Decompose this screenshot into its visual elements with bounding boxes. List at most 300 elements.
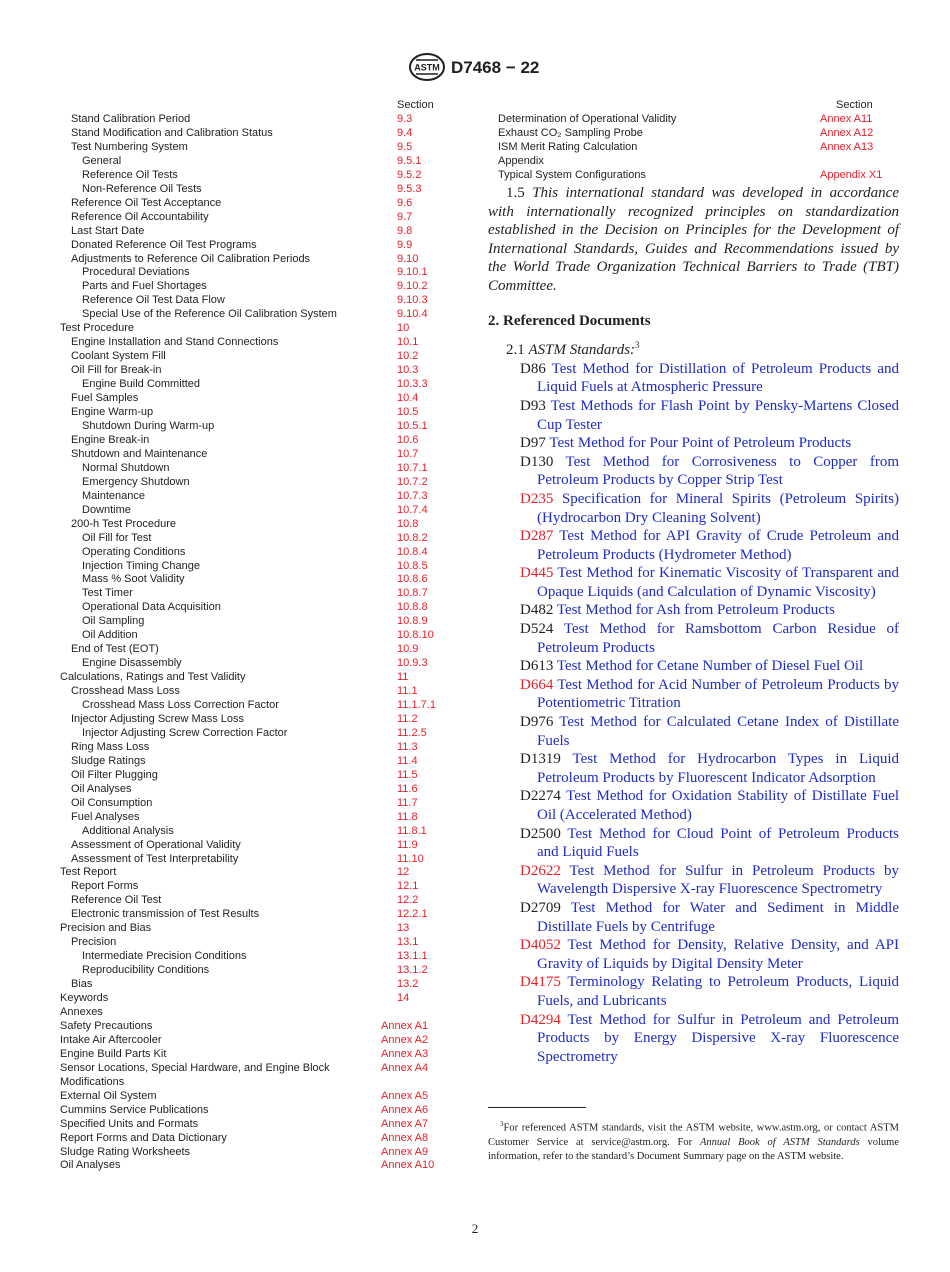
left-toc-label: Adjustments to Reference Oil Calibration Periods [71, 252, 311, 265]
left-toc-label: Normal Shutdown [82, 461, 170, 474]
reference-code[interactable]: D2622 [520, 862, 561, 879]
left-toc-label: Last Start Date [71, 224, 145, 237]
left-toc-section-link[interactable]: Annex A6 [381, 1103, 429, 1116]
left-toc-row [60, 169, 450, 183]
left-toc-section-link[interactable]: 10.5.1 [397, 419, 428, 432]
left-toc-row [60, 127, 450, 141]
left-toc-section-link[interactable]: 11.2 [397, 712, 418, 725]
reference-item [505, 564, 899, 601]
reference-title-link[interactable]: Test Method for Distillation of Petroleum Products and Liquid Fuels at Atmospheric Pressure [537, 360, 899, 396]
left-toc-row [60, 155, 450, 169]
left-toc-label: Bias [71, 978, 93, 991]
right-toc-row [498, 141, 900, 155]
reference-title-link[interactable]: Test Method for Oxidation Stability of Distillate Fuel Oil (Accelerated Method) [537, 788, 899, 823]
left-toc-section-link[interactable]: 10 [397, 322, 410, 335]
left-toc-row [60, 1034, 450, 1048]
left-toc-section-link[interactable]: 10.7.3 [397, 489, 428, 502]
left-toc-row [60, 657, 450, 671]
reference-item [505, 657, 899, 676]
left-toc-row [60, 713, 450, 727]
left-toc-label: Precision and Bias [60, 922, 152, 935]
left-toc-section-link[interactable]: 10.7.2 [397, 475, 428, 488]
left-toc-row [60, 727, 450, 741]
reference-item [505, 787, 899, 824]
left-toc-section-link[interactable]: 13.2 [397, 978, 419, 991]
left-toc-section-link[interactable]: 14 [397, 992, 410, 1005]
right-toc-section-link[interactable]: Appendix X1 [820, 168, 883, 181]
left-toc-row [60, 1090, 450, 1104]
footnote-ref[interactable]: 3 [635, 340, 640, 351]
reference-item [505, 750, 899, 787]
left-toc-row [60, 336, 450, 350]
left-toc-section-link[interactable]: 13 [397, 922, 410, 935]
left-toc-section-link[interactable]: 9.5 [397, 140, 413, 153]
reference-title-link[interactable]: Test Method for Hydrocarbon Types in Liquid Petroleum Products by Fluorescent Indicator Adsorption [537, 751, 899, 786]
reference-list [488, 360, 899, 1067]
left-toc-section-link[interactable]: 10.1 [397, 336, 419, 349]
left-toc-section-link[interactable]: 13.1 [397, 936, 419, 949]
left-toc-section-link[interactable]: 11.7 [397, 796, 418, 809]
left-toc-row [60, 908, 450, 922]
left-toc-row [60, 518, 450, 532]
reference-code: D976 [520, 714, 554, 731]
reference-title-link[interactable]: Test Method for Sulfur in Petroleum Products by Wavelength Dispersive X-ray Fluorescence Spectrometry [537, 862, 899, 898]
left-toc-section-link[interactable]: 9.6 [397, 196, 413, 209]
left-toc-section-link[interactable]: 11.1 [397, 685, 418, 698]
left-toc-section-link[interactable]: 12.1 [397, 880, 419, 893]
left-toc-label: End of Test (EOT) [71, 643, 159, 656]
left-toc-label: Injector Adjusting Screw Mass Loss [71, 712, 245, 725]
left-toc-row [60, 294, 450, 308]
left-toc-label: Shutdown During Warm-up [82, 419, 215, 432]
left-toc-section-link[interactable]: 13.1.2 [397, 964, 428, 977]
logo-text: ASTM [414, 62, 440, 73]
reference-title-link[interactable]: Test Method for Corrosiveness to Copper from Petroleum Products by Copper Strip Test [537, 453, 899, 489]
reference-code[interactable]: D4175 [520, 974, 561, 991]
left-toc-label: Reference Oil Accountability [71, 210, 209, 223]
left-toc-label: Engine Break-in [71, 433, 150, 446]
reference-item [505, 620, 899, 657]
left-toc-label: Fuel Samples [71, 392, 139, 405]
left-toc-row [60, 936, 450, 950]
left-toc-label: Engine Installation and Stand Connections [71, 336, 279, 349]
left-toc-section-link[interactable]: Annex A8 [381, 1131, 429, 1144]
page-number: 2 [471, 1221, 479, 1236]
left-toc-label: Reference Oil Test Data Flow [82, 294, 225, 307]
left-toc-row [60, 964, 450, 978]
left-toc-row [60, 797, 450, 811]
left-toc-row [60, 504, 450, 518]
right-toc-section-header: Section [836, 99, 873, 111]
left-toc-section-link[interactable]: 9.7 [397, 210, 413, 223]
left-toc-label: Annexes [60, 1006, 103, 1018]
left-toc-section-link[interactable]: 9.10.1 [397, 266, 428, 279]
left-toc-label: Intermediate Precision Conditions [82, 950, 247, 963]
left-toc-row [60, 1159, 450, 1173]
left-toc-section-link[interactable]: 11.2.5 [397, 726, 427, 739]
left-toc-row [60, 378, 450, 392]
body-right-column [488, 184, 899, 1066]
left-toc-row [60, 392, 450, 406]
left-toc-row [60, 1076, 450, 1090]
left-toc-row [60, 699, 450, 713]
left-toc-section-link[interactable]: 9.10.2 [397, 280, 428, 293]
reference-code: D482 [520, 602, 554, 619]
left-toc-label: Crosshead Mass Loss Correction Factor [82, 699, 279, 712]
reference-title-link[interactable]: Test Method for Ash from Petroleum Products [553, 602, 835, 619]
reference-title-link[interactable]: Test Method for Water and Sediment in Middle Distillate Fuels by Centrifuge [537, 899, 899, 935]
reference-item [505, 936, 899, 973]
sub-title: ASTM Standards: [528, 342, 636, 359]
reference-code[interactable]: D445 [520, 565, 554, 582]
reference-code[interactable]: D287 [520, 528, 554, 545]
footnote-rule [488, 1107, 586, 1108]
left-toc-label: Special Use of the Reference Oil Calibration System [82, 308, 337, 321]
left-toc-section-link[interactable]: 11.6 [397, 782, 418, 795]
right-toc-row [498, 169, 900, 183]
left-toc-section-link[interactable]: Annex A2 [381, 1033, 429, 1046]
left-toc-label: Sensor Locations, Special Hardware, and Engine Block [60, 1061, 330, 1074]
left-toc-label: Crosshead Mass Loss [71, 685, 180, 698]
left-toc-section-link[interactable]: 12.2 [397, 894, 419, 907]
scope-text: This international standard was developed in accordance with internationally recognized principles on standardization established in the Decision on Principles for the Development of International Standards, Guides and Recommendations issued by the World Trade Organization Technical Barriers to Trade (TBT) Committee. [488, 185, 899, 294]
left-toc-label: Stand Modification and Calibration Status [71, 126, 273, 139]
left-toc-label: Oil Sampling [82, 615, 145, 628]
left-toc-label: Engine Build Committed [82, 378, 201, 391]
left-toc-row [60, 113, 450, 127]
left-toc-section-link[interactable]: 10.8.10 [397, 629, 434, 642]
left-toc-row [60, 615, 450, 629]
left-toc-section-link[interactable]: 10.8.6 [397, 573, 428, 586]
left-toc-row [60, 769, 450, 783]
left-toc-section-link[interactable]: 10.6 [397, 433, 419, 446]
left-toc-row [60, 490, 450, 504]
right-toc-row [498, 127, 900, 141]
left-toc-row [60, 950, 450, 964]
left-toc-label: Assessment of Operational Validity [71, 838, 241, 851]
left-toc-section-link[interactable]: 10.9.3 [397, 657, 428, 670]
left-toc-section-link[interactable]: 12.2.1 [397, 908, 428, 921]
reference-title-link[interactable]: Test Method for Cloud Point of Petroleum Products and Liquid Fuels [537, 825, 899, 861]
document-id: D7468 − 22 [451, 58, 540, 77]
left-toc-row [60, 671, 450, 685]
left-toc-section-link[interactable]: 10.7.1 [397, 461, 428, 474]
left-toc-label: Shutdown and Maintenance [71, 447, 208, 460]
left-toc-label: Cummins Service Publications [60, 1103, 209, 1116]
left-toc-section-link[interactable]: 11.1.7.1 [397, 699, 436, 712]
left-toc-section-link[interactable]: 9.5.1 [397, 154, 422, 167]
left-toc-section-link[interactable]: 10.3.3 [397, 378, 428, 391]
reference-title-link[interactable]: Test Method for Density, Relative Density, and API Gravity of Liquids by Digital Density Meter [537, 937, 899, 972]
left-toc-label: Assessment of Test Interpretability [71, 852, 239, 865]
reference-title-link[interactable]: Test Method for Kinematic Viscosity of Transparent and Opaque Liquids (and Calculation of Dynamic Viscosity) [537, 565, 899, 600]
left-toc-section-link[interactable]: 13.1.1 [397, 950, 428, 963]
left-toc-row [60, 853, 450, 867]
left-toc-section-link[interactable]: Annex A9 [381, 1145, 429, 1158]
reference-title-link[interactable]: Test Method for Calculated Cetane Index of Distillate Fuels [537, 714, 899, 749]
reference-item [505, 713, 899, 750]
left-toc-label: Emergency Shutdown [82, 475, 190, 488]
left-toc-label: Stand Calibration Period [71, 113, 191, 125]
left-toc-section-link[interactable]: 11.9 [397, 838, 418, 851]
left-toc-row [60, 211, 450, 225]
footnote-text-2: volume information, refer to the standard’s Document Summary page on the ASTM website. [488, 1136, 899, 1163]
left-toc-section-link[interactable]: 9.8 [397, 224, 413, 237]
reference-item [505, 825, 899, 862]
left-toc-row [60, 1062, 450, 1076]
left-toc-section-link[interactable]: 10.7.4 [397, 503, 428, 516]
left-toc-label: Keywords [60, 992, 109, 1005]
left-toc-label: Precision [71, 936, 117, 949]
left-toc-section-link[interactable]: 10.3 [397, 364, 419, 377]
reference-title-link[interactable]: Test Method for Acid Number of Petroleum Products by Potentiometric Titration [537, 676, 899, 712]
right-toc-label: Appendix [498, 154, 544, 167]
reference-code: D2709 [520, 899, 561, 916]
page-header [0, 52, 950, 86]
right-toc-row [498, 155, 900, 169]
left-toc-section-link[interactable]: 11 [397, 671, 409, 684]
left-toc-label: Procedural Deviations [82, 266, 190, 279]
reference-item [505, 360, 899, 397]
reference-code: D2500 [520, 825, 561, 842]
left-toc-label: Oil Fill for Break-in [71, 364, 162, 377]
left-toc-row [60, 783, 450, 797]
section-2-heading: 2. Referenced Documents [488, 312, 651, 329]
left-toc-row [60, 978, 450, 992]
right-toc-label: Typical System Configurations [498, 168, 646, 181]
left-toc-label: Reference Oil Test [71, 894, 162, 907]
left-toc-label: Sludge Rating Worksheets [60, 1145, 191, 1158]
left-toc-label: Engine Build Parts Kit [60, 1047, 167, 1060]
left-toc-section-link[interactable]: 10.8.7 [397, 587, 428, 600]
reference-item [505, 434, 899, 453]
left-toc-row [60, 825, 450, 839]
left-toc-label: Sludge Ratings [71, 754, 146, 767]
left-toc-label: Specified Units and Formats [60, 1117, 199, 1130]
left-toc-section-link[interactable]: 9.5.3 [397, 182, 422, 195]
left-toc-section-link[interactable]: 9.3 [397, 113, 413, 125]
footnote-text-1: For referenced ASTM standards, visit the ASTM website, www.astm.org, or contact ASTM Customer Service at service@astm.org. For [488, 1122, 899, 1148]
left-toc-label: Test Timer [82, 587, 133, 600]
right-toc-label: Exhaust CO₂ Sampling Probe [498, 126, 643, 139]
reference-code[interactable]: D4052 [520, 937, 561, 954]
astm-logo-icon [408, 52, 446, 82]
reference-code: D130 [520, 453, 554, 470]
left-toc-section-link[interactable]: 12 [397, 866, 410, 879]
left-toc-row [60, 1020, 450, 1034]
reference-title-link[interactable]: Specification for Mineral Spirits (Petroleum Spirits) (Hydrocarbon Dry Cleaning Solvent) [537, 490, 899, 526]
left-toc-label: Oil Analyses [71, 782, 132, 795]
left-toc-row [60, 1048, 450, 1062]
left-toc-section-header: Section [397, 99, 434, 111]
left-toc-label: Donated Reference Oil Test Programs [71, 238, 257, 251]
left-toc-row [60, 643, 450, 657]
footnote-number: 3 [500, 1120, 504, 1128]
left-toc-section-link[interactable]: Annex A3 [381, 1047, 429, 1060]
left-toc-row [60, 448, 450, 462]
left-toc-row [60, 253, 450, 267]
reference-item [505, 1011, 899, 1067]
left-toc-row [60, 894, 450, 908]
left-toc-section-link[interactable]: 9.5.2 [397, 168, 422, 181]
reference-title-link[interactable]: Test Method for Cetane Number of Diesel Fuel Oil [553, 658, 864, 675]
reference-item [505, 453, 899, 490]
left-toc-label: Test Report [60, 866, 117, 879]
left-toc-label: Coolant System Fill [71, 350, 166, 363]
right-toc-label: ISM Merit Rating Calculation [498, 140, 638, 153]
left-toc-label: Oil Consumption [71, 796, 153, 809]
left-toc-section-link[interactable]: 10.5 [397, 406, 419, 419]
left-toc-section-link[interactable]: 10.9 [397, 643, 419, 656]
reference-item [505, 490, 899, 527]
left-toc-row [60, 462, 450, 476]
left-toc-row [60, 573, 450, 587]
left-toc-section-link[interactable]: 10.8.4 [397, 545, 428, 558]
left-toc-row [60, 364, 450, 378]
left-toc-section-link[interactable]: 9.10.3 [397, 294, 428, 307]
left-toc-row [60, 239, 450, 253]
left-toc-label: Report Forms and Data Dictionary [60, 1131, 227, 1144]
sub-number: 2.1 [506, 342, 525, 359]
left-toc-row [60, 350, 450, 364]
left-toc-label: Engine Disassembly [82, 657, 182, 670]
reference-item [505, 527, 899, 564]
left-toc-section-link[interactable]: 10.7 [397, 447, 419, 460]
left-toc-section-link[interactable]: Annex A4 [381, 1061, 429, 1074]
left-toc-section-link[interactable]: Annex A5 [381, 1089, 429, 1102]
right-toc-section-link[interactable]: Annex A12 [820, 126, 874, 139]
left-toc-row [60, 587, 450, 601]
right-toc-section-link[interactable]: Annex A13 [820, 140, 874, 153]
left-toc-section-link[interactable]: 11.5 [397, 768, 418, 781]
left-toc-section-link[interactable]: Annex A1 [381, 1019, 429, 1032]
left-toc-label: Engine Warm-up [71, 406, 154, 419]
left-toc-row [60, 880, 450, 894]
left-toc-row [60, 601, 450, 615]
left-toc-row [60, 476, 450, 490]
reference-title-link[interactable]: Terminology Relating to Petroleum Products, Liquid Fuels, and Lubricants [537, 974, 899, 1009]
left-toc-row [60, 741, 450, 755]
astm-standards-subheading [506, 336, 899, 360]
reference-title-link[interactable]: Test Methods for Flash Point by Pensky-Martens Closed Cup Tester [537, 397, 899, 433]
left-toc-section-link[interactable]: 9.9 [397, 238, 413, 251]
left-toc-section-link[interactable]: 10.8.2 [397, 531, 428, 544]
reference-code[interactable]: D4294 [520, 1011, 561, 1028]
left-toc-row [60, 1006, 450, 1020]
left-toc-label: External Oil System [60, 1089, 157, 1102]
left-toc-row [60, 1118, 450, 1132]
reference-code[interactable]: D235 [520, 490, 554, 507]
left-toc-section-link[interactable]: 10.8.5 [397, 559, 428, 572]
left-toc-row [60, 532, 450, 546]
left-toc-row [60, 406, 450, 420]
left-toc-label: Fuel Analyses [71, 810, 140, 823]
left-toc-label: Oil Addition [82, 629, 138, 642]
reference-title-link[interactable]: Test Method for Pour Point of Petroleum Products [545, 435, 852, 452]
left-toc-section-link[interactable]: 9.10.4 [397, 308, 428, 321]
left-toc-label: Calculations, Ratings and Test Validity [60, 671, 246, 684]
left-toc-section-link[interactable]: 10.8.8 [397, 601, 428, 614]
left-toc-section-link[interactable]: 10.8 [397, 517, 419, 530]
left-toc-section-link[interactable]: 9.10 [397, 252, 419, 265]
left-toc-row [60, 1132, 450, 1146]
reference-item [505, 676, 899, 713]
left-toc-row [60, 629, 450, 643]
left-toc-row [60, 755, 450, 769]
right-toc-row [498, 113, 900, 127]
reference-code[interactable]: D664 [520, 676, 554, 693]
left-toc-row [60, 266, 450, 280]
reference-title-link[interactable]: Test Method for Sulfur in Petroleum and Petroleum Products by Energy Dispersive X-ray Fluorescence Spectrometry [537, 1011, 899, 1065]
reference-item [505, 899, 899, 936]
left-toc-section-link[interactable]: 11.3 [397, 740, 418, 753]
right-toc-section-link[interactable]: Annex A11 [820, 113, 873, 125]
right-toc [498, 113, 900, 183]
left-toc-label: General [82, 154, 122, 167]
left-toc-section-link[interactable]: 11.8 [397, 810, 418, 823]
left-toc-section-link[interactable]: 11.8.1 [397, 824, 427, 837]
left-toc-label: Oil Analyses [60, 1159, 121, 1172]
left-toc-label: Additional Analysis [82, 824, 174, 837]
left-toc-label: Operating Conditions [82, 545, 186, 558]
left-toc-row [60, 839, 450, 853]
reference-code: D86 [520, 360, 546, 377]
left-toc-section-link[interactable]: 11.4 [397, 754, 418, 767]
left-toc-section-link[interactable]: 10.8.9 [397, 615, 428, 628]
left-toc-section-link[interactable]: Annex A10 [381, 1159, 435, 1172]
left-toc-label: Ring Mass Loss [71, 740, 150, 753]
reference-code: D1319 [520, 751, 561, 768]
left-toc-row [60, 420, 450, 434]
reference-title-link[interactable]: Test Method for API Gravity of Crude Petroleum and Petroleum Products (Hydrometer Method) [537, 528, 899, 563]
left-toc-section-link[interactable]: 10.2 [397, 350, 419, 363]
reference-title-link[interactable]: Test Method for Ramsbottom Carbon Residue of Petroleum Products [537, 621, 899, 656]
reference-code: D2274 [520, 788, 561, 805]
left-toc-label: 200-h Test Procedure [71, 517, 176, 530]
left-toc-row [60, 811, 450, 825]
left-toc-section-link[interactable]: 9.4 [397, 126, 413, 139]
left-toc-label: Test Numbering System [71, 140, 188, 153]
left-toc-label: Injection Timing Change [82, 559, 201, 572]
reference-code: D613 [520, 658, 554, 675]
reference-code: D97 [520, 435, 546, 452]
left-toc-label: Operational Data Acquisition [82, 601, 221, 614]
left-toc-row [60, 1104, 450, 1118]
scope-paragraph-1-5 [488, 184, 899, 296]
left-toc-label: Test Procedure [60, 322, 134, 335]
left-toc-section-link[interactable]: 11.10 [397, 852, 424, 865]
left-toc-row [60, 546, 450, 560]
left-toc-section-link[interactable]: Annex A7 [381, 1117, 429, 1130]
left-toc-label: Reference Oil Test Acceptance [71, 196, 222, 209]
left-toc-row [60, 560, 450, 574]
left-toc-row [60, 308, 450, 322]
left-toc-row [60, 1146, 450, 1160]
left-toc-row [60, 280, 450, 294]
reference-code: D524 [520, 621, 554, 638]
left-toc-label: Non-Reference Oil Tests [82, 182, 202, 195]
left-toc-row [60, 434, 450, 448]
left-toc-row [60, 197, 450, 211]
left-toc-row [60, 322, 450, 336]
left-toc-label: Intake Air Aftercooler [60, 1033, 162, 1046]
reference-item [505, 973, 899, 1010]
left-toc-label: Maintenance [82, 489, 145, 502]
left-toc-section-link[interactable]: 10.4 [397, 392, 419, 405]
left-toc-row [60, 992, 450, 1006]
left-toc-row [60, 685, 450, 699]
left-toc-label: Mass % Soot Validity [82, 573, 185, 586]
